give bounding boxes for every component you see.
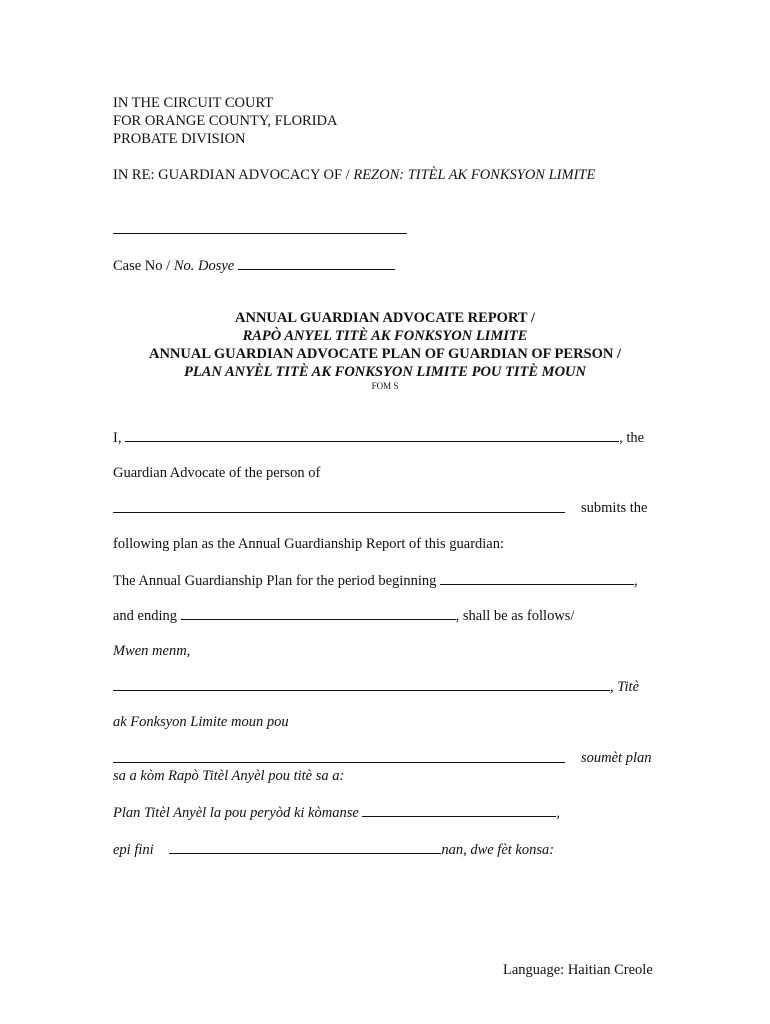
plan-titel-label: Plan Titèl Anyèl la pou peryòd ki kòmanse [113,805,359,821]
sa-a-kom-text: sa a kòm Rapò Titèl Anyèl pou titè sa a: [113,768,345,784]
period-label: The Annual Guardianship Plan for the period beginning [113,573,437,589]
creole-guardian-blank[interactable] [113,677,610,691]
period-ending-line [113,606,574,625]
court-name: IN THE CIRCUIT COURT [113,95,274,111]
period-beginning-line [113,571,638,590]
soumet-label: soumèt plan [581,750,652,766]
form-code: FOM S [371,381,399,391]
title-line-2: RAPÒ ANYEL TITÈ AK FONKSYON LIMITE [242,328,528,344]
creole-period-beginning-line [113,803,560,822]
case-label-creole: No. Dosye [173,258,235,274]
title-line-3: ANNUAL GUARDIAN ADVOCATE PLAN OF GUARDIAN OF PERSON / [148,346,622,362]
title-line-4: PLAN ANYÈL TITÈ AK FONKSYON LIMITE POU TITÈ MOUN [184,364,586,380]
submits-label: submits the [581,500,648,516]
in-re-line [113,166,595,184]
period-comma: , [634,573,638,589]
person-name-line [113,499,565,518]
period-ending-blank[interactable] [181,606,456,620]
period-beginning-blank[interactable] [440,571,634,585]
ward-name-blank[interactable] [113,220,407,234]
ward-name-field[interactable] [113,220,407,239]
creole-person-line [113,749,565,768]
guardian-name-blank[interactable] [125,428,619,442]
following-plan-text: following plan as the Annual Guardianship Report of this guardian: [113,536,505,552]
creole-person-blank[interactable] [113,749,565,763]
language-footer: Language: Haitian Creole [503,962,653,978]
and-ending-label: and ending [113,608,178,624]
ak-fonksyon-text: ak Fonksyon Limite moun pou [113,714,289,730]
nan-dwe-label: nan, dwe fèt konsa: [441,842,555,858]
creole-period-ending-line [113,840,554,859]
guardian-advocate-label: Guardian Advocate of the person of [113,465,321,481]
mwen-menm-text: Mwen menm, [113,643,191,659]
creole-comma: , [556,805,561,821]
creole-period-beginning-blank[interactable] [362,803,556,817]
court-county: FOR ORANGE COUNTY, FLORIDA [113,113,338,129]
case-number-blank[interactable] [238,256,395,270]
shall-be-label: , shall be as follows/ [455,608,575,624]
guardian-name-line [113,428,644,447]
creole-guardian-line [113,677,639,696]
epi-fini-label: epi fini [113,842,154,858]
the-label: , the [619,430,645,446]
person-name-blank[interactable] [113,499,565,513]
court-division: PROBATE DIVISION [113,131,246,147]
i-label: I, [113,430,122,446]
in-re-label: IN RE: GUARDIAN ADVOCACY OF / [113,167,350,183]
creole-period-ending-blank[interactable] [169,840,441,854]
case-number-line [113,256,395,275]
in-re-label-creole: REZON: TITÈL AK FONKSYON LIMITE [353,167,596,183]
title-line-1: ANNUAL GUARDIAN ADVOCATE REPORT / [235,310,535,326]
tite-label: , Titè [610,679,640,695]
case-label: Case No / [113,258,171,274]
